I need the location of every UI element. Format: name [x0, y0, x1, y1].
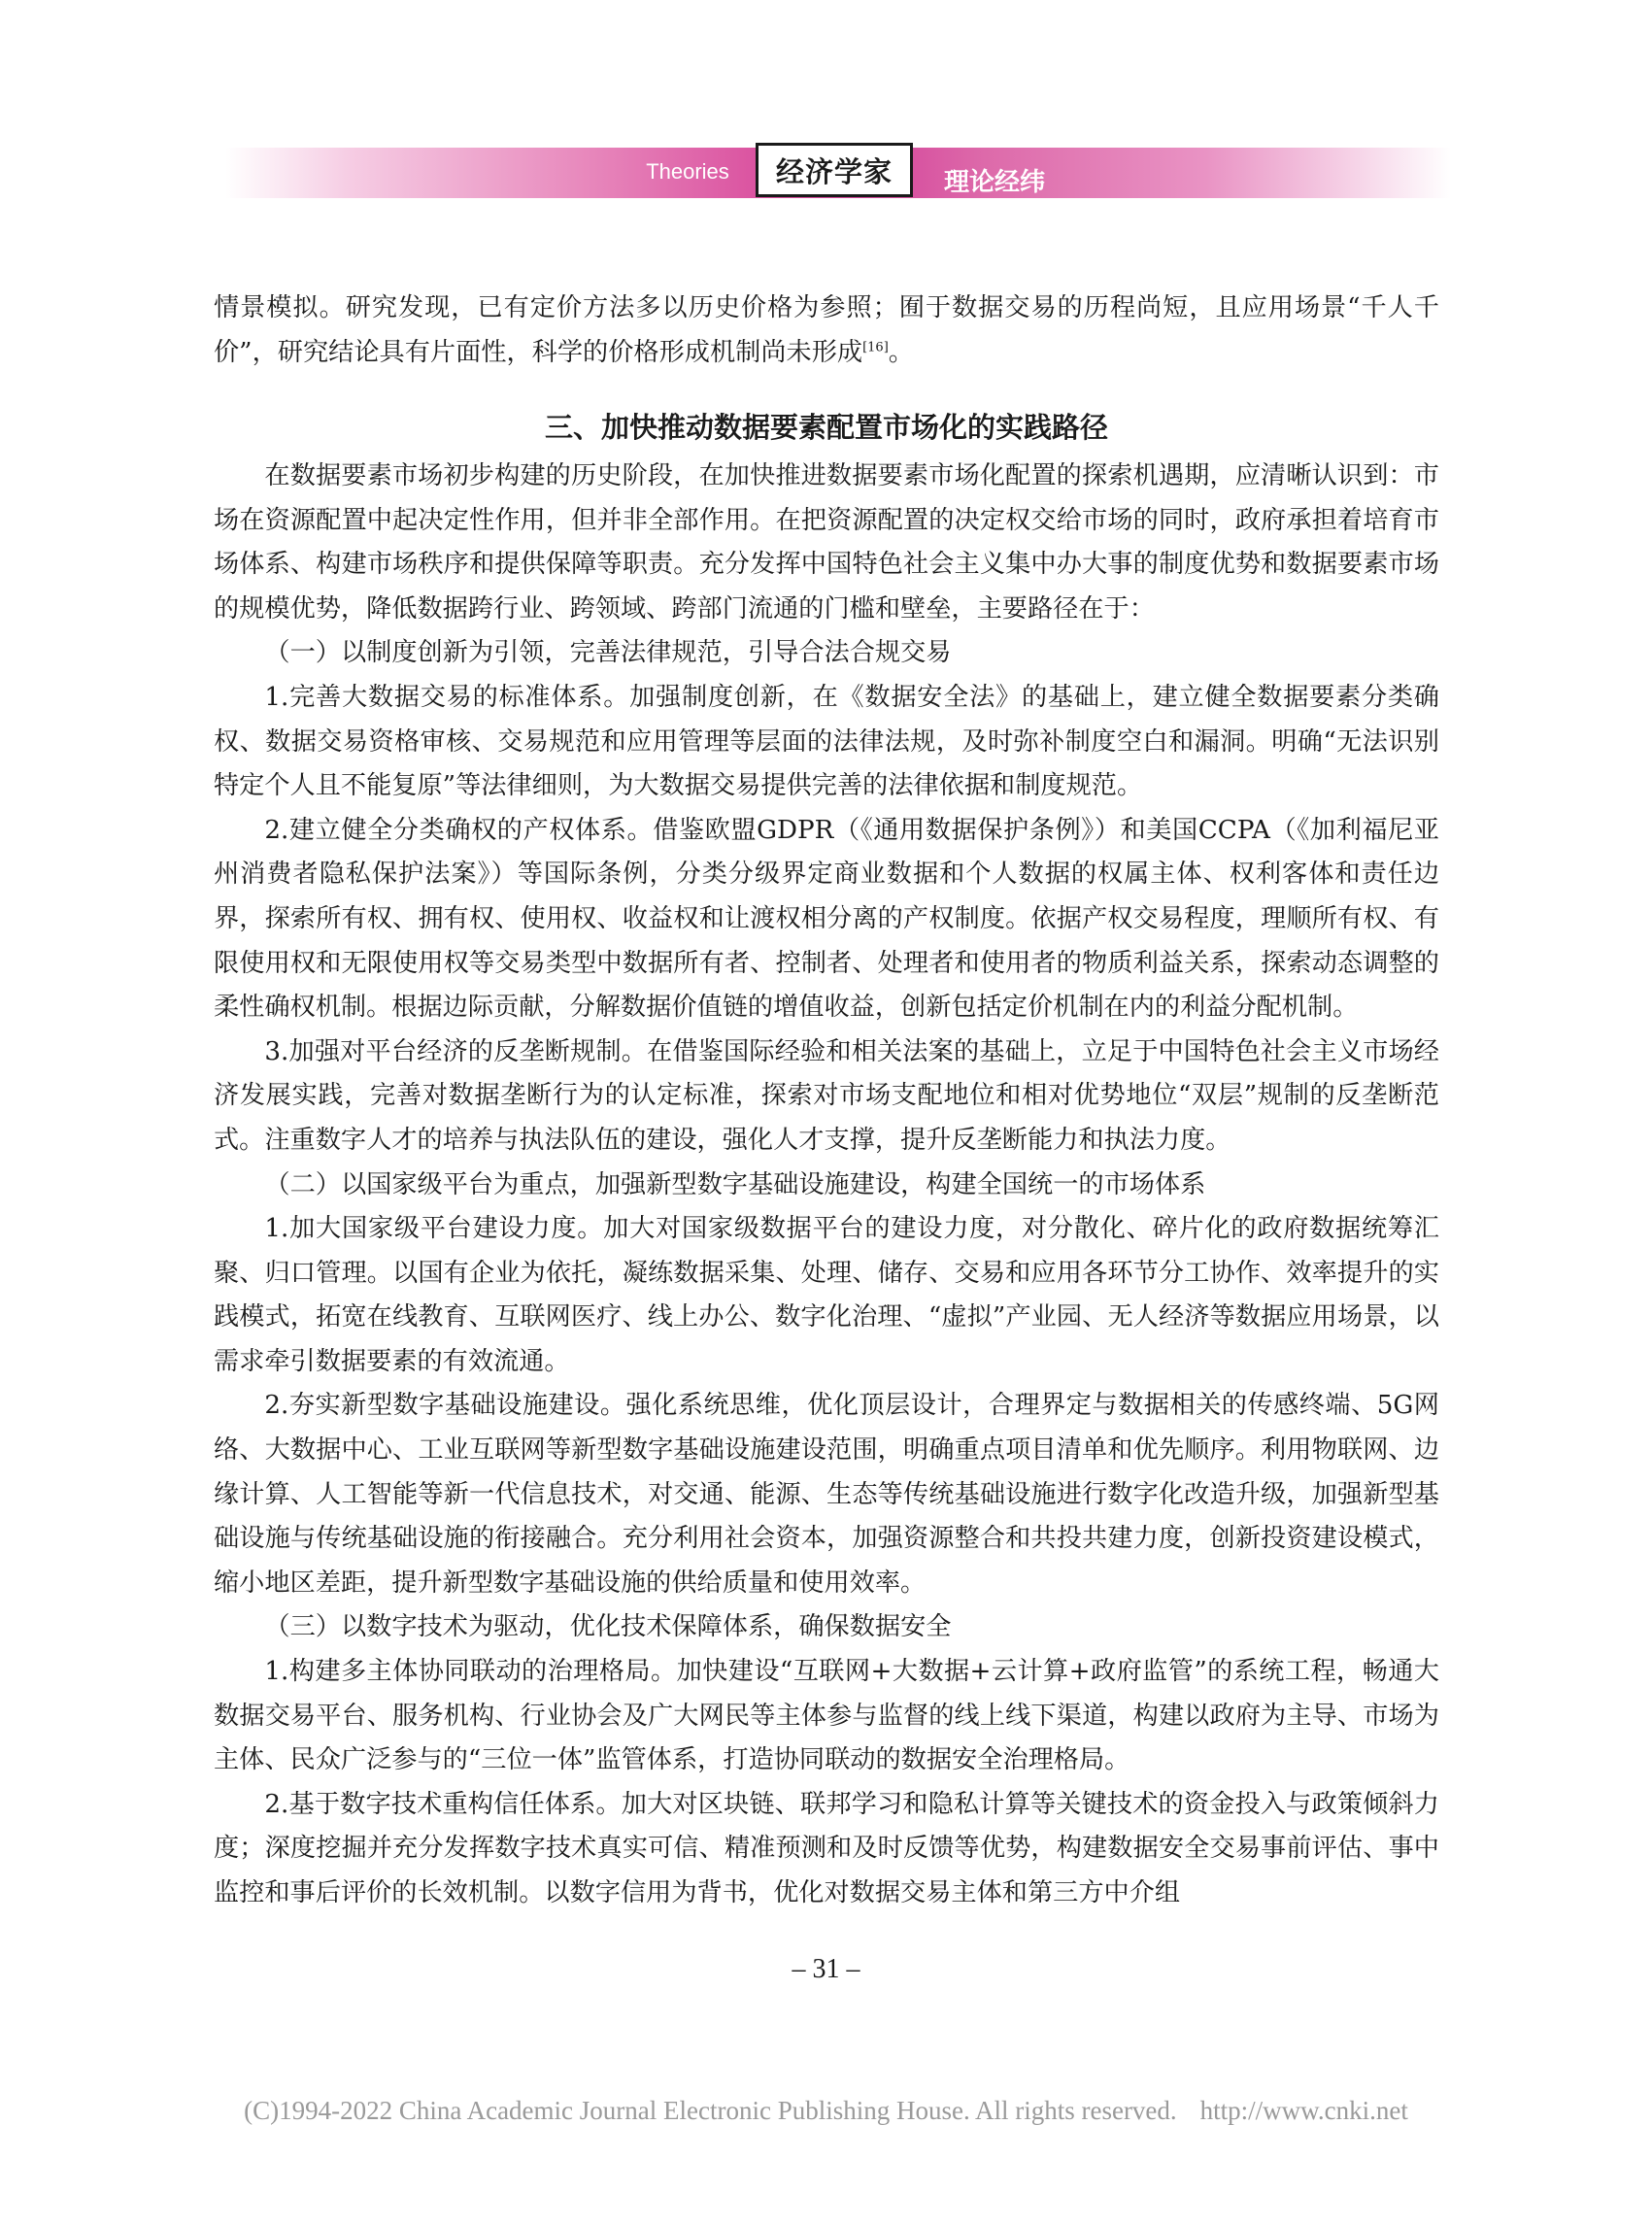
paragraph-1-2: 2.建立健全分类确权的产权体系。借鉴欧盟GDPR（《通用数据保护条例》）和美国CCPA（《加利福尼亚州消费者隐私保护法案》）等国际条例，分类分级界定商业数据和个人数据的权属主体、权利客体和责任边界，探索所有权、拥有权、使用权、收益权和让渡权相分离的产权制度。依据产权交易程度，理顺所有权、有限使用权和无限使用权等交易类型中数据所有者、控制者、处理者和使用者的物质利益关系，探索动态调整的柔性确权机制。根据边际贡献，分解数据价值链的增值收益，创新包括定价机制在内的利益分配机制。: [214, 815, 1439, 1023]
paragraph-2-2: 2.夯实新型数字基础设施建设。强化系统思维，优化顶层设计，合理界定与数据相关的传感终端、5G网络、大数据中心、工业互联网等新型数字基础设施建设范围，明确重点项目清单和优先顺序。利用物联网、边缘计算、人工智能等新一代信息技术，对交通、能源、生态等传统基础设施进行数字化改造升级，加强新型基础设施与传统基础设施的衔接融合。充分利用社会资本，加强资源整合和共投共建力度，创新投资建设模式，缩小地区差距，提升新型数字基础设施的供给质量和使用效率。: [214, 1391, 1439, 1598]
paragraph-1-3: 3.加强对平台经济的反垄断规制。在借鉴国际经验和相关法案的基础上，立足于中国特色社会主义市场经济发展实践，完善对数据垄断行为的认定标准，探索对市场支配地位和相对优势地位“双层”规制的反垄断范式。注重数字人才的培养与执法队伍的建设，强化人才支撑，提升反垄断能力和执法力度。: [214, 1036, 1439, 1155]
body-text: [214, 455, 1439, 1916]
citation-ref: [16]: [862, 339, 889, 354]
journal-logo: [756, 143, 913, 197]
section-title: 三、加快推动数据要素配置市场化的实践路径: [544, 411, 1108, 444]
paragraph-2-1: 1.加大国家级平台建设力度。加大对国家级数据平台的建设力度，对分散化、碎片化的政府数据统筹汇聚、归口管理。以国有企业为依托，凝练数据采集、处理、储存、交易和应用各环节分工协作、效率提升的实践模式，拓宽在线教育、互联网医疗、线上办公、数字化治理、“虚拟”产业园、无人经济等数据应用场景，以需求牵引数据要素的有效流通。: [214, 1214, 1439, 1376]
paragraph-1-1: 1.完善大数据交易的标准体系。加强制度创新，在《数据安全法》的基础上，建立健全数据要素分类确权、数据交易资格审核、交易规范和应用管理等层面的法律法规，及时弥补制度空白和漏洞。明确“无法识别特定个人且不能复原”等法律细则，为大数据交易提供完善的法律依据和制度规范。: [214, 682, 1439, 801]
copyright-footer: [0, 2096, 1652, 2126]
header-label-cn: 理论经纬: [944, 168, 1046, 197]
subheading-3: （三）以数字技术为驱动，优化技术保障体系，确保数据安全: [264, 1612, 952, 1642]
header-label-en: Theories: [646, 159, 729, 184]
copyright-text: (C)1994-2022 China Academic Journal Electronic Publishing House. All rights reserved.: [244, 2096, 1177, 2125]
paragraph-3-1: 1.构建多主体协同联动的治理格局。加快建设“互联网+大数据+云计算+政府监管”的系统工程，畅通大数据交易平台、服务机构、行业协会及广大网民等主体参与监督的线上线下渠道，构建以政府为主导、市场为主体、民众广泛参与的“三位一体”监管体系，打造协同联动的数据安全治理格局。: [214, 1657, 1439, 1775]
intro-tail: 。: [888, 337, 914, 367]
subheading-1: （一）以制度创新为引领，完善法律规范，引导合法合规交易: [264, 638, 952, 668]
intro-sentence: 情景模拟。研究发现，已有定价方法多以历史价格为参照；囿于数据交易的历程尚短，且应用场景“千人千价”，研究结论具有片面性，科学的价格形成机制尚未形成: [214, 293, 1439, 367]
intro-text: [214, 287, 1439, 375]
paragraph-intro: 在数据要素市场初步构建的历史阶段，在加快推进数据要素市场化配置的探索机遇期，应清晰认识到：市场在资源配置中起决定性作用，但并非全部作用。在把资源配置的决定权交给市场的同时，政府承担着培育市场体系、构建市场秩序和提供保障等职责。充分发挥中国特色社会主义集中办大事的制度优势和数据要素市场的规模优势，降低数据跨行业、跨领域、跨部门流通的门槛和壁垒，主要路径在于：: [214, 461, 1439, 624]
page-number: – 31 –: [792, 1954, 860, 1984]
footer-url: http://www.cnki.net: [1199, 2096, 1408, 2125]
subheading-2: （二）以国家级平台为重点，加强新型数字基础设施建设，构建全国统一的市场体系: [264, 1169, 1206, 1199]
journal-name: 经济学家: [775, 154, 893, 188]
paragraph-3-2: 2.基于数字技术重构信任体系。加大对区块链、联邦学习和隐私计算等关键技术的资金投入与政策倾斜力度；深度挖掘并充分发挥数字技术真实可信、精准预测和及时反馈等优势，构建数据安全交易事前评估、事中监控和事后评价的长效机制。以数字信用为背书，优化对数据交易主体和第三方中介组: [214, 1789, 1439, 1907]
intro-paragraph: [214, 287, 1439, 375]
